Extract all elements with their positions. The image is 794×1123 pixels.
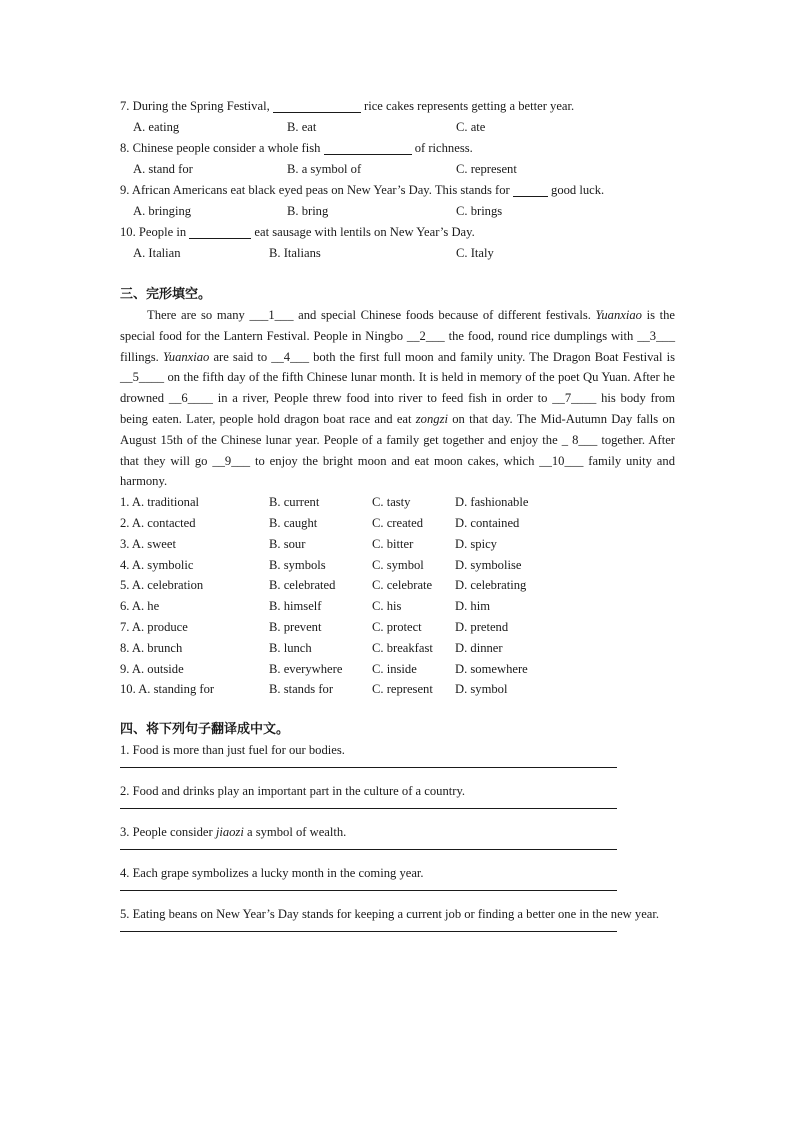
cloze-option-row: 2. A. contacted B. caught C. created D. contained — [120, 515, 520, 530]
option-a: A. bringing — [133, 204, 192, 218]
worksheet-page — [120, 96, 675, 945]
option-b: B. bring — [287, 204, 329, 218]
section-3-heading: 三、完形填空。 — [120, 287, 212, 302]
cloze-option-row: 8. A. brunch B. lunch C. breakfast D. dinner — [120, 640, 503, 655]
option-c: C. brings — [456, 204, 503, 218]
option-a: A. Italian — [133, 246, 181, 260]
question-9-options — [120, 201, 675, 222]
translation-section — [120, 740, 675, 932]
translation-question-1: 1. Food is more than just fuel for our bodies. — [120, 743, 345, 758]
translation-question-3: 3. People consider jiaozi a symbol of wealth. — [120, 825, 347, 840]
cloze-option-row: 9. A. outside B. everywhere C. inside D. somewhere — [120, 661, 528, 676]
translation-question-4: 4. Each grape symbolizes a lucky month in the coming year. — [120, 866, 424, 881]
cloze-option-row: 7. A. produce B. prevent C. protect D. pretend — [120, 619, 509, 634]
option-c: C. ate — [456, 120, 486, 134]
option-b: B. Italians — [269, 246, 321, 260]
answer-line[interactable] — [120, 890, 617, 891]
option-a: A. stand for — [133, 162, 193, 176]
question-10: 10. People in eat sausage with lentils on New Year’s Day. — [120, 225, 475, 239]
cloze-option-row: 3. A. sweet B. sour C. bitter D. spicy — [120, 536, 497, 551]
answer-line[interactable] — [120, 931, 617, 932]
option-b: B. eat — [287, 120, 317, 134]
cloze-option-row: 1. A. traditional B. current C. tasty D. fashionable — [120, 495, 529, 510]
section-4-heading: 四、将下列句子翻译成中文。 — [120, 722, 290, 738]
cloze-option-row: 5. A. celebration B. celebrated C. celebrate D. celebrating — [120, 578, 527, 593]
multiple-choice-section — [120, 96, 675, 264]
answer-blank — [189, 224, 251, 239]
cloze-passage: There are so many ___1___ and special Chinese foods because of different festivals. Yuanxiao is the special food for the Lantern Festival. People in Ningbo __2___ the food, round rice dumplings with __3___ fillings. Yuanxiao are said to __4___ both the first full moon and family unity. The Dragon Boat Festival is __5____ on the fifth day of the fifth Chinese lunar month. It is held in memory of the poet Qu Yuan. After he drowned __6____ in a river, People threw food into river to feed fish in order to __7____ his body from being eaten. Later, people hold dragon boat race and eat zongzi on that day. The Mid-Autumn Day falls on August 15th of the Chinese lunar year. People of a family get together and enjoy the _ 8___ together. After that they will go __9___ to enjoy the bright moon and eat moon cakes, which __10___ family unity and harmony. — [120, 308, 675, 489]
answer-blank — [513, 182, 548, 197]
answer-line[interactable] — [120, 808, 617, 809]
question-7: 7. During the Spring Festival, rice cakes represents getting a better year. — [120, 99, 575, 113]
translation-question-2: 2. Food and drinks play an important part in the culture of a country. — [120, 784, 466, 799]
answer-line[interactable] — [120, 849, 617, 850]
option-c: C. represent — [456, 162, 517, 176]
cloze-option-row: 4. A. symbolic B. symbols C. symbol D. symbolise — [120, 557, 522, 572]
answer-blank — [324, 140, 412, 155]
option-b: B. a symbol of — [287, 162, 362, 176]
cloze-options — [120, 492, 675, 700]
cloze-option-row: 10. A. standing for B. stands for C. represent D. symbol — [120, 682, 508, 697]
answer-blank — [273, 98, 361, 113]
question-7-options — [120, 117, 675, 138]
answer-line[interactable] — [120, 767, 617, 768]
option-c: C. Italy — [456, 246, 494, 260]
question-10-options — [120, 243, 675, 264]
option-a: A. eating — [133, 120, 180, 134]
question-9: 9. African Americans eat black eyed peas on New Year’s Day. This stands for good luck. — [120, 183, 605, 197]
cloze-option-row: 6. A. he B. himself C. his D. him — [120, 599, 490, 614]
question-8: 8. Chinese people consider a whole fish of richness. — [120, 141, 473, 155]
translation-question-5: 5. Eating beans on New Year’s Day stands for keeping a current job or finding a better one in the new year. — [120, 907, 660, 922]
question-8-options — [120, 159, 675, 180]
